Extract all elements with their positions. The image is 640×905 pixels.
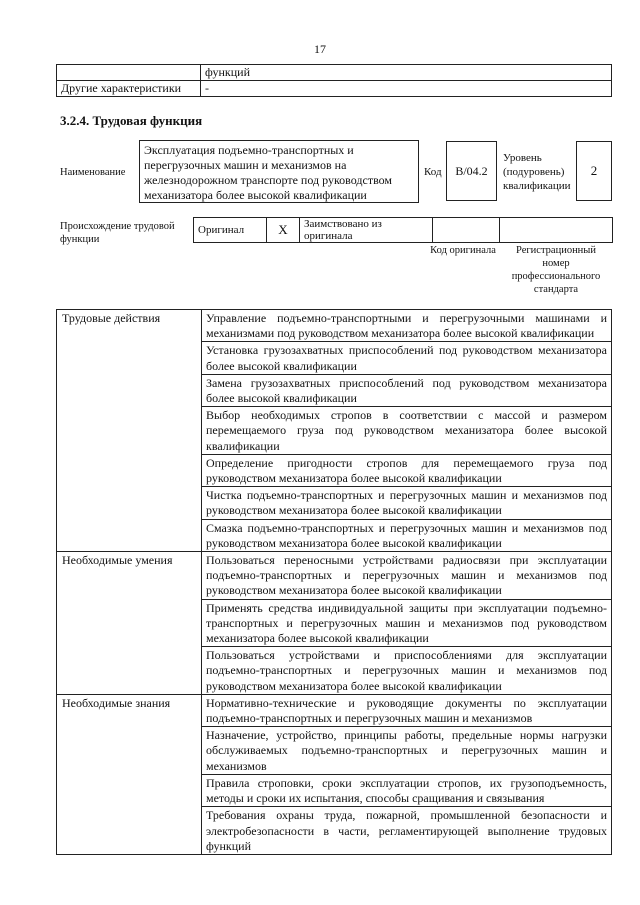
- level-box: 2: [576, 141, 612, 201]
- code-box: В/04.2: [446, 141, 497, 201]
- reg-number-caption: Регистрационный номер профессионального стандарта: [511, 245, 601, 295]
- page-number: 17: [314, 42, 326, 56]
- top-table-row1-value: функций: [201, 65, 612, 81]
- list-item: Нормативно-технические и руководящие документы по эксплуатации подъемно-транспортных и перегрузочных машин и механизмов: [202, 694, 612, 726]
- list-item: Применять средства индивидуальной защиты при эксплуатации подъемно-транспортных и перегрузочных машин и механизмов под руководством механизатора более высокой квалификации: [202, 599, 612, 647]
- borrowed-label: Заимствовано из оригинала: [300, 218, 433, 243]
- top-table-row2-value: -: [201, 81, 612, 97]
- list-item: Правила строповки, сроки эксплуатации стропов, их грузоподъемность, методы и сроки их испытания, способы сращивания и связывания: [202, 774, 612, 806]
- table-row: [57, 552, 612, 600]
- original-label: Оригинал: [194, 218, 267, 243]
- section-title-actions: Трудовые действия: [57, 310, 202, 552]
- reg-number-cell: [500, 218, 613, 243]
- top-table: [56, 64, 612, 97]
- function-details-table: [56, 309, 612, 855]
- origin-label: Происхождение трудовой функции: [60, 221, 175, 245]
- table-row: [57, 694, 612, 726]
- section-title-skills: Необходимые умения: [57, 552, 202, 695]
- list-item: Управление подъемно-транспортными и перегрузочными машинами и механизмами под руководством механизатора более высокой квалификации: [202, 310, 612, 342]
- list-item: Пользоваться переносными устройствами радиосвязи при эксплуатации подъемно-транспортных и перегрузочных машин и механизмов под руководством механизатора более высокой квалификации: [202, 552, 612, 600]
- list-item: Определение пригодности стропов для перемещаемого груза под руководством механизатора более высокой квалификации: [202, 454, 612, 486]
- original-mark: X: [267, 218, 300, 243]
- list-item: Выбор необходимых стропов в соответствии с массой и размером перемещаемого груза под руководством механизатора более высокой квалификации: [202, 407, 612, 455]
- list-item: Установка грузозахватных приспособлений под руководством механизатора более высокой квалификации: [202, 342, 612, 374]
- list-item: Смазка подъемно-транспортных и перегрузочных машин и механизмов под руководством механизатора более высокой квалификации: [202, 519, 612, 551]
- name-label: Наименование: [60, 167, 126, 178]
- list-item: Назначение, устройство, принципы работы, предельные нормы нагрузки обслуживаемых подъемно-транспортных и перегрузочных машин и механизмов: [202, 727, 612, 775]
- top-table-empty-cell: [57, 65, 201, 81]
- level-label: Уровень (подуровень) квалификации: [503, 152, 571, 192]
- list-item: Требования охраны труда, пожарной, промышленной безопасности и электробезопасности в части, регламентирующей выполнение трудовых функций: [202, 807, 612, 855]
- function-name-box: Эксплуатация подъемно-транспортных и перегрузочных машин и механизмов на железнодорожном транспорте под руководством механизатора более высокой квалификации: [139, 140, 419, 203]
- code-original-caption: Код оригинала: [430, 245, 496, 256]
- origin-table: [193, 217, 613, 243]
- code-label: Код: [424, 166, 442, 178]
- list-item: Замена грузозахватных приспособлений под руководством механизатора более высокой квалификации: [202, 374, 612, 406]
- section-title-knowledge: Необходимые знания: [57, 694, 202, 854]
- top-table-row2-label: Другие характеристики: [57, 81, 201, 97]
- code-original-cell: [433, 218, 500, 243]
- list-item: Пользоваться устройствами и приспособлениями для эксплуатации подъемно-транспортных и перегрузочных машин и механизмов под руководством механизатора более высокой квалификации: [202, 647, 612, 695]
- list-item: Чистка подъемно-транспортных и перегрузочных машин и механизмов под руководством механизатора более высокой квалификации: [202, 487, 612, 519]
- table-row: [57, 310, 612, 342]
- section-title: 3.2.4. Трудовая функция: [60, 113, 203, 128]
